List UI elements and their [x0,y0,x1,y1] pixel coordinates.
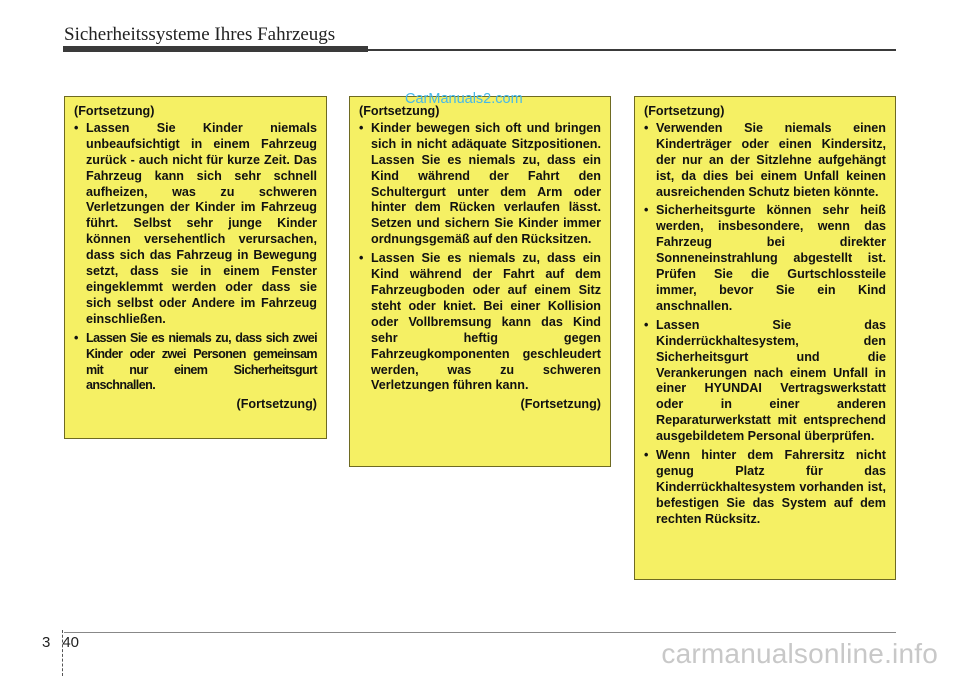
panel-2-list [359,121,601,394]
page-header-title: Sicherheitssysteme Ihres Fahrzeugs [64,24,336,45]
panel-2-heading: (Fortsetzung) [359,104,440,118]
list-item: • Lassen Sie das Kinderrückhaltesystem, den Sicherheitsgurt und die Verankerungen nach einem Unfall in einer HYUNDAI Vertragswerkstatt oder in einer anderen Reparaturwerkstatt mit entsprechend ausgebildetem Personal überprüfen. [644,318,886,445]
panel-1-heading: (Fortsetzung) [74,104,155,118]
list-item: • Wenn hinter dem Fahrersitz nicht genug Platz für das Kinderrückhaltesystem vorhanden ist, befestigen Sie das System auf dem rechten Rücksitz. [644,448,886,528]
header-rule-thin [368,49,896,51]
list-item: • Kinder bewegen sich oft und bringen sich in nicht adäquate Sitzpositionen. Lassen Sie es niemals zu, dass ein Kind während der Fahrt den Schultergurt unter dem Arm oder hinter dem Rücken verlaufen lässt. Setzen und sichern Sie Kinder immer ordnungsgemäß auf den Rücksitzen. [359,121,601,248]
list-item: • Lassen Sie Kinder niemals unbeaufsichtigt in einem Fahrzeug zurück - auch nicht für kurze Zeit. Das Fahrzeug kann sich sehr schnell aufheizen, was zu schweren Verletzungen der Kinder im Fahrzeug führt. Selbst sehr junge Kinder können versehentlich verursachen, dass sich das Fahrzeug in Bewegung setzt, dass sie in einem Fenster eingeklemmt werden oder dass sie sich selbst oder Andere im Fahrzeug einschließen. [74,121,317,328]
header-rule-thick [63,46,368,52]
panel-1-list [74,121,317,394]
warning-panel-2 [349,96,611,467]
page-num: 40 [62,634,80,651]
list-item: • Sicherheitsgurte können sehr heiß werden, insbesondere, wenn das Fahrzeug bei direkter Sonneneinstrahlung abgestellt ist. Prüfen Sie die Gurtschlossteile immer, bevor Sie ein Kind anschnallen. [644,203,886,314]
panel-2-footer: (Fortsetzung) [520,397,601,412]
watermark-link[interactable]: CarManuals2.com [405,91,523,107]
footer-rule [64,632,896,633]
list-item: • Lassen Sie es niemals zu, dass sich zwei Kinder oder zwei Personen gemeinsam mit nur einem Sicherheitsgurt anschnallen. [74,331,317,395]
chapter-number: 3 [42,634,51,651]
list-item: • Verwenden Sie niemals einen Kinderträger oder einen Kindersitz, der nur an der Sitzlehne aufgehängt ist, da dies bei einem Unfall keinen ausreichenden Schutz bieten könnte. [644,121,886,201]
site-watermark: carmanualsonline.info [661,638,938,669]
warning-panel-1 [64,96,327,439]
warning-panel-3 [634,96,896,580]
panel-3-list [644,121,886,528]
panel-3-heading: (Fortsetzung) [644,104,725,118]
page-number [42,634,79,651]
panel-1-footer: (Fortsetzung) [236,397,317,412]
list-item: • Lassen Sie es niemals zu, dass ein Kind während der Fahrt auf dem Fahrzeugboden oder auf einem Sitz steht oder kniet. Bei einer Kollision oder Vollbremsung kann das Kind sehr heftig gegen Fahrzeugkomponenten geschleudert werden, was zu schweren Verletzungen führen kann. [359,251,601,394]
